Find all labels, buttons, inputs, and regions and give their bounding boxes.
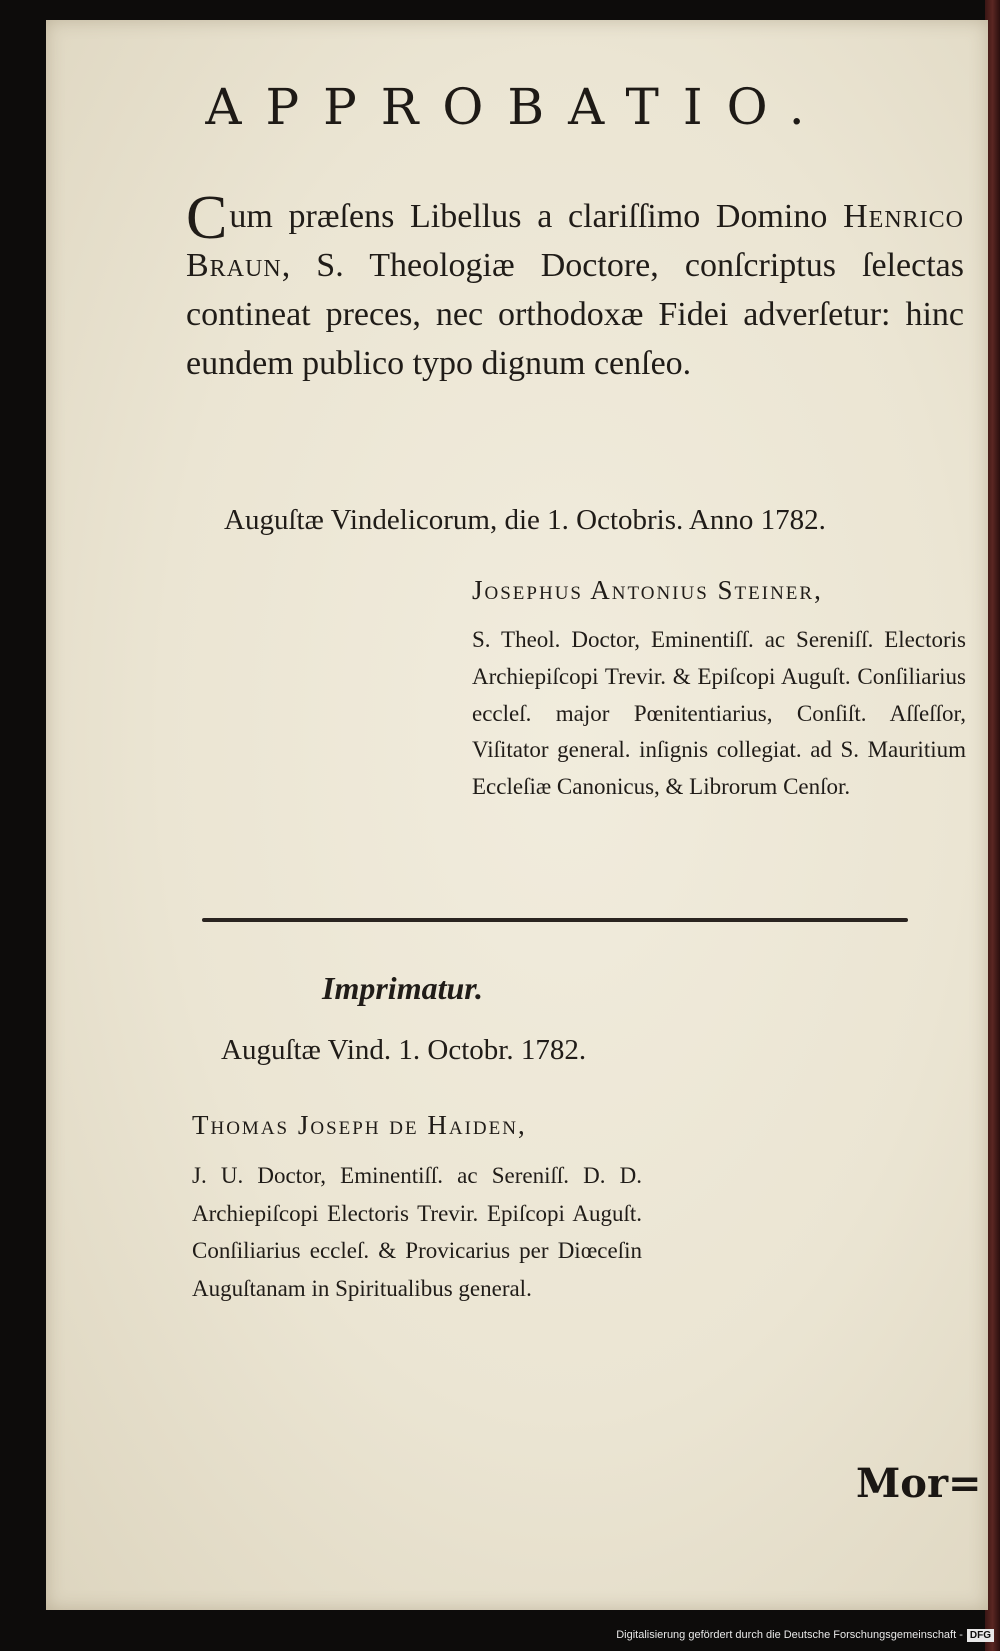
approbation-text-end: , S. Theologiæ Doctore, conſcriptus ſelectas contineat preces, nec orthodoxæ Fidei adverſetur: hinc eundem publico typo dignum cenſeo. <box>186 247 964 382</box>
approbation-text-start: um præſens Libellus a clariſſimo Domino <box>229 198 828 235</box>
provicar-titles: J. U. Doctor, Eminentiſſ. ac Sereniſſ. D. D. Archiepiſcopi Electoris Trevir. Epiſcopi Auguſt. Conſiliarius eccleſ. & Provicarius per Diœceſin Auguſtanam in Spiritualibus general. <box>192 1163 642 1301</box>
book-page <box>46 20 988 1610</box>
footer-credit: Digitalisierung gefördert durch die Deutsche Forschungsgemeinschaft - <box>616 1629 963 1641</box>
censor-titles: S. Theol. Doctor, Eminentiſſ. ac Sereniſſ. Electoris Archiepiſcopi Trevir. & Epiſcopi Auguſt. Conſiliarius eccleſ. major Pœnitentiarius, Conſiſt. Aſſeſſor, Viſitator general. inſignis collegiat. ad S. Mauritium Eccleſiæ Canonicus, & Librorum Cenſor. <box>472 627 966 800</box>
dfg-logo: DFG <box>967 1629 994 1642</box>
catchword: Mor= <box>856 1460 982 1507</box>
section-divider <box>202 918 908 922</box>
approbation-dateline: Auguſtæ Vindelicorum, die 1. Octobris. Anno 1782. <box>224 504 826 536</box>
drop-cap: C <box>186 184 228 252</box>
page-title: APPROBATIO. <box>205 78 829 136</box>
provicar-name: Thomas Joseph de Haiden, <box>192 1110 527 1140</box>
imprimatur-heading: Imprimatur. <box>322 970 483 1006</box>
imprimatur-dateline: Auguſtæ Vind. 1. Octobr. 1782. <box>221 1034 587 1066</box>
censor-name: Josephus Antonius Steiner, <box>472 575 823 605</box>
author-name: Henrico Braun <box>186 198 964 284</box>
approbation-paragraph <box>186 184 964 388</box>
digitization-footer <box>616 1625 994 1645</box>
